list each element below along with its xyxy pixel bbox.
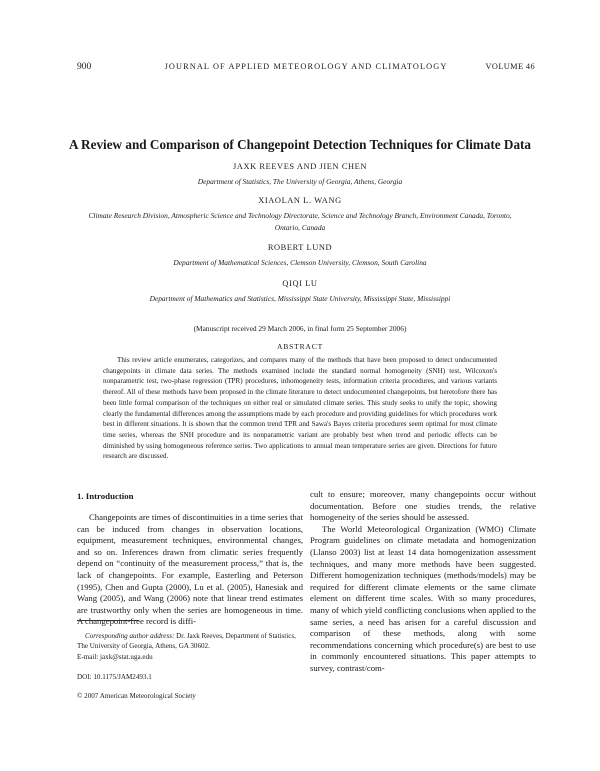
right-column-paragraph-1: cult to ensure; moreover, many changepoints occur without documentation. Before one studies trends, the relative homogeneity of the series should be assessed. [310, 489, 536, 523]
copyright-line: © 2007 American Meteorological Society [77, 692, 196, 700]
author-affiliation: Climate Research Division, Atmospheric Science and Technology Directorate, Science and Technology Branch, Environment Canada, Toronto, Ontario, Canada [88, 211, 512, 232]
abstract-text: This review article enumerates, categorizes, and compares many of the methods that have been proposed to detect undocumented changepoints in climate data series. The methods examined include the standard normal homogeneity (SNH) test, Wilcoxon's nonparametric test, two-phase regression (TPR) procedures, inhomogeneity tests, information criteria procedures, and various variants thereof. All of these methods have been proposed in the climate literature to detect undocumented changepoints, but heretofore there has been little formal comparison of the techniques on either real or simulated climate series. This study seeks to unify the topic, showing clearly the fundamental differences among the assumptions made by each procedure and providing guidelines for which procedures work best in different situations. It is shown that the common trend TPR and Sawa's Bayes criteria procedures seem optimal for most climate time series, whereas the SNH procedure and its nonparametric variant are probably best when trend and periodic effects can be diminished by using homogeneous reference series. Two applications to annual mean temperature series are given. Directions for future research are discussed. [103, 356, 497, 461]
author-affiliation: Department of Statistics, The University of Georgia, Athens, Georgia [197, 177, 403, 186]
footnote-divider [77, 620, 139, 621]
corresponding-author-footnote [77, 631, 303, 662]
running-head [77, 62, 535, 74]
section-heading: 1. Introduction [77, 491, 134, 501]
paper-title: A Review and Comparison of Changepoint Detection Techniques for Climate Data [68, 137, 532, 152]
body-text-right-column [310, 489, 536, 675]
footnote-address: Dr. Jaxk Reeves, Department of Statistics, The University of Georgia, Athens, GA 30602. [77, 632, 296, 651]
author-names: XIAOLAN L. WANG [258, 196, 342, 205]
volume-number: VOLUME 46 [485, 62, 535, 71]
footnote-label: Corresponding author address: [85, 632, 175, 640]
author-affiliation: Department of Mathematical Sciences, Clemson University, Clemson, South Carolina [173, 258, 427, 267]
author-names: JAXK REEVES AND JIEN CHEN [232, 162, 368, 171]
author-affiliation: Department of Mathematics and Statistics, Mississippi State University, Mississippi State, Mississippi [149, 294, 451, 303]
journal-name: JOURNAL OF APPLIED METEOROLOGY AND CLIMATOLOGY [164, 62, 448, 71]
body-text-left-column: Changepoints are times of discontinuities in a time series that can be induced from changes in observation locations, equipment, measurement techniques, environmental changes, and so on. Inferences drawn from climatic series frequently depend on “continuity of the measurement process,” that is, the lack of changepoints. For example, Easterling and Peterson (1995), Chen and Gupta (2000), Lu et al. (2005), Hanesiak and Wang (2005), and Wang (2006) note that linear trend estimates are trustworthy only when the series are homogeneous in time. A changepoint-free record is diffi- [77, 512, 303, 627]
author-names: ROBERT LUND [267, 243, 333, 252]
right-column-paragraph-2: The World Meteorological Organization (WMO) Climate Program guidelines on climate metadata and homogenization (Llanso 2003) list at least 14 data homogenization assessment techniques, and many more methods have been suggested. Different homogenization techniques (methods/models) may be required for different climate elements or the same climate element on different time scales. With so many procedures, many of which yield conflicting conclusions when applied to the same series, a need has arisen for a careful discussion and comparison of these methods, along with some recommendations concerning which procedure(s) are best to use in commonly encountered situations. This paper attempts to survey, contrast/com- [310, 523, 536, 673]
doi-line: DOI: 10.1175/JAM2493.1 [77, 673, 152, 681]
abstract-heading: ABSTRACT [276, 342, 324, 351]
author-names: QIQI LU [282, 279, 318, 288]
footnote-email: E-mail: jaxk@stat.uga.edu [77, 652, 153, 661]
page-number: 900 [77, 62, 92, 72]
manuscript-dates: (Manuscript received 29 March 2006, in final form 25 September 2006) [193, 324, 407, 333]
